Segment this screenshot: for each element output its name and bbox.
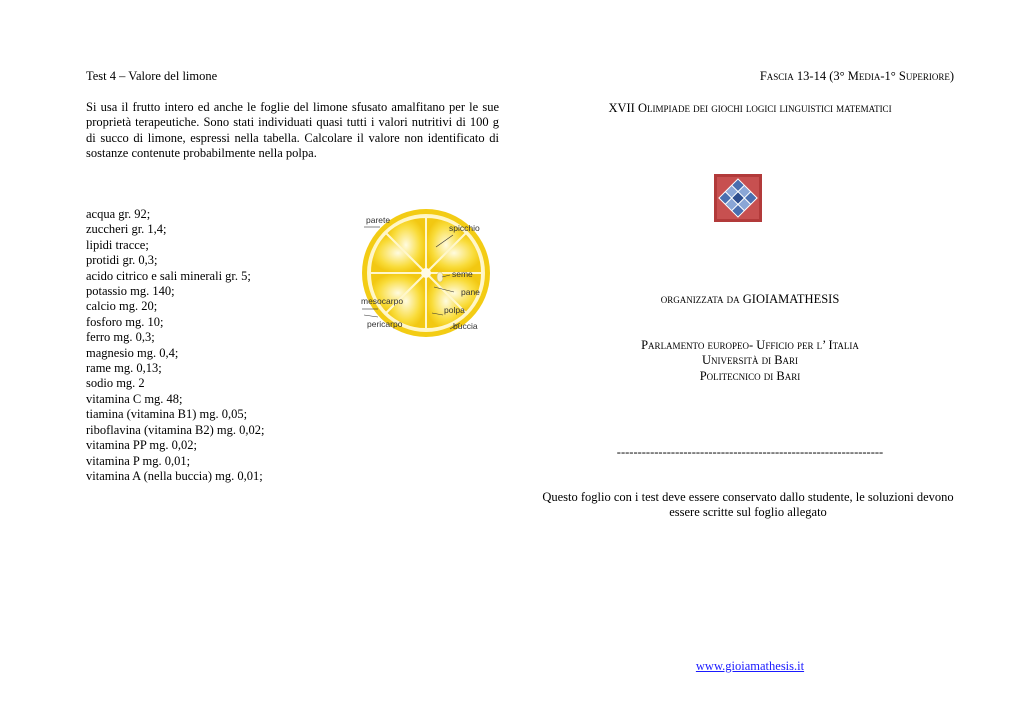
gioiamathesis-logo [714, 174, 762, 222]
sponsor-item: Politecnico di Bari [699, 368, 801, 383]
sponsor-item: Università di Bari [701, 353, 799, 368]
level-band: Fascia 13-14 (3° Media-1° Superiore) [759, 69, 954, 83]
nutrient-item: riboflavina (vitamina B2) mg. 0,02; [86, 422, 265, 437]
lemon-core [421, 268, 431, 278]
nutrient-item: ferro mg. 0,3; [86, 330, 155, 345]
label-buccia: buccia [453, 321, 478, 331]
nutrient-item: vitamina A (nella buccia) mg. 0,01; [86, 468, 263, 483]
lemon-diagram [358, 205, 493, 340]
label-spicchio: spicchio [449, 223, 480, 233]
nutrient-item: vitamina PP mg. 0,02; [86, 438, 197, 453]
nutrient-item: vitamina C mg. 48; [86, 391, 183, 406]
label-seme: seme [452, 269, 473, 279]
label-parete: parete [366, 215, 391, 225]
test-title: Test 4 – Valore del limone [86, 69, 218, 83]
nutrient-item: sodio mg. 2 [86, 376, 145, 391]
nutrient-item: magnesio mg. 0,4; [86, 345, 179, 360]
nutrient-item: vitamina P mg. 0,01; [86, 453, 191, 468]
instructions-note: Questo foglio con i test deve essere conservato dallo studente, le soluzioni devono essere scritte sul foglio allegato [542, 490, 954, 520]
label-pericarpo: pericarpo [367, 319, 403, 329]
website-link[interactable]: www.gioiamathesis.it [695, 659, 805, 673]
sponsor-item: Parlamento europeo- Ufficio per l’ Italia [641, 338, 859, 352]
label-polpa: polpa [444, 305, 465, 315]
nutrient-item: tiamina (vitamina B1) mg. 0,05; [86, 407, 248, 422]
nutrient-item: calcio mg. 20; [86, 299, 158, 314]
label-mesocarpo: mesocarpo [361, 296, 404, 306]
olympiad-title: XVII Olimpiade dei giochi logici linguistici matematici [608, 101, 892, 115]
nutrient-item: potassio mg. 140; [86, 284, 175, 299]
nutrient-list [86, 207, 264, 484]
separator-line: ---------------------------------------------------------------- [616, 445, 884, 459]
organizer-line [540, 292, 960, 307]
nutrient-item: fosforo mg. 10; [86, 314, 164, 329]
nutrient-item: acido citrico e sali minerali gr. 5; [86, 268, 251, 283]
website-line [540, 659, 960, 674]
label-pane: pane [461, 287, 480, 297]
nutrient-item: protidi gr. 0,3; [86, 253, 158, 268]
nutrient-item: acqua gr. 92; [86, 207, 151, 221]
organizer-name: GIOIAMATHESIS [742, 292, 840, 306]
sponsor-list [540, 338, 960, 384]
test-intro: Si usa il frutto intero ed anche le foglie del limone sfusato amalfitano per le sue proprietà terapeutiche. Sono stati individuati quasi tutti i valori nutritivi di 100 g di succo di limone, espressi nella tabella. Calcolare il valore non identificato di sostanze contenute probabilmente nella polpa. [86, 100, 499, 161]
nutrient-item: zuccheri gr. 1,4; [86, 222, 167, 237]
nutrient-item: rame mg. 0,13; [86, 361, 162, 376]
organizer-prefix: organizzata da [660, 292, 740, 306]
nutrient-item: lipidi tracce; [86, 237, 149, 252]
